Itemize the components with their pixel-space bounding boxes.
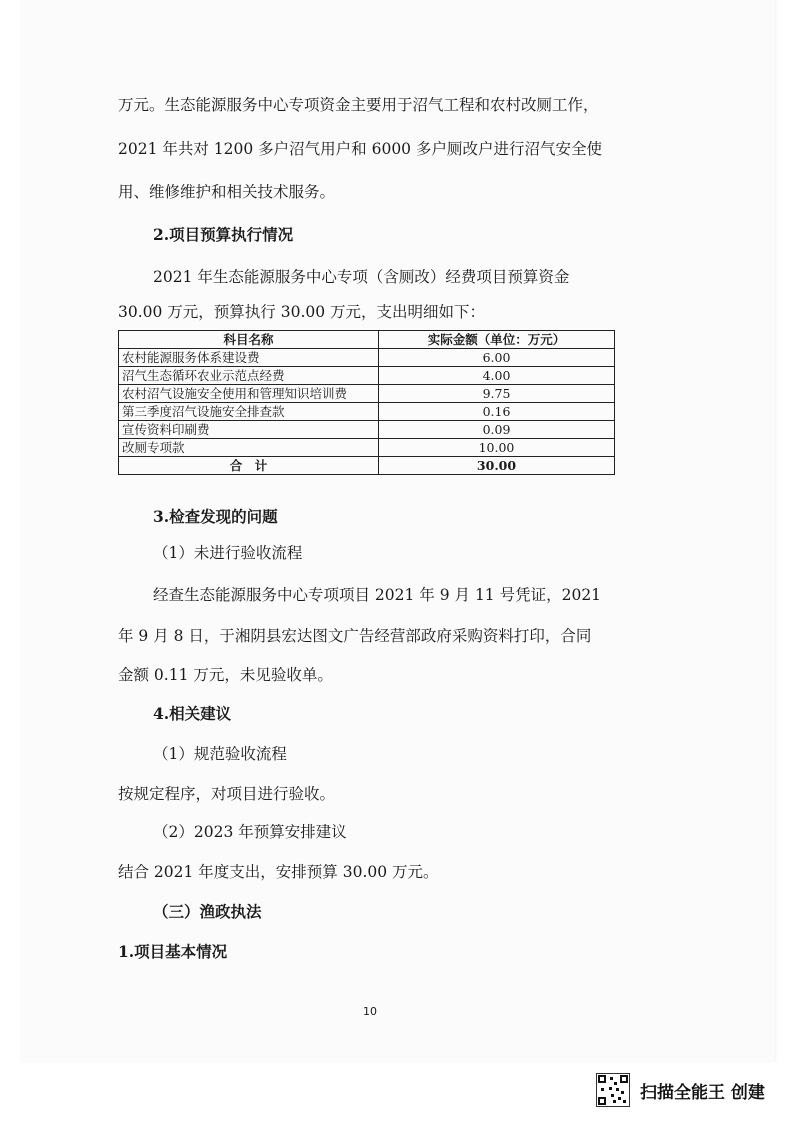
heading-suggestions: 4.相关建议 <box>153 704 232 723</box>
paragraph-line: 万元。生态能源服务中心专项资金主要用于沼气工程和农村改厕工作， <box>118 96 599 114</box>
page-number: 10 <box>363 1005 377 1018</box>
heading-project-basics: 1.项目基本情况 <box>118 942 228 961</box>
column-header: 科目名称 <box>119 331 379 349</box>
item-name: 沼气生态循环农业示范点经费 <box>119 367 379 385</box>
heading-budget-execution: 2.项目预算执行情况 <box>153 225 294 244</box>
total-label: 合 计 <box>119 457 379 475</box>
item-amount: 6.00 <box>379 349 615 367</box>
paragraph-line: 金额 0.11 万元，未见验收单。 <box>118 666 333 684</box>
item-name: 改厕专项款 <box>119 439 379 457</box>
watermark-text: 扫描全能王 创建 <box>640 1082 765 1103</box>
table-header-row <box>119 331 615 349</box>
table-row <box>119 421 615 439</box>
heading-problems-found: 3.检查发现的问题 <box>153 507 278 526</box>
item-amount: 0.16 <box>379 403 615 421</box>
paragraph-line: 2021 年共对 1200 多户沼气用户和 6000 多户厕改户进行沼气安全使 <box>118 140 602 158</box>
item-amount: 0.09 <box>379 421 615 439</box>
paragraph-line: 按规定程序，对项目进行验收。 <box>118 785 336 803</box>
table-row <box>119 349 615 367</box>
subheading-standardize-acceptance: （1）规范验收流程 <box>153 745 287 763</box>
paragraph-line: 用、维修维护和相关技术服务。 <box>118 183 336 201</box>
scanner-watermark <box>596 1073 765 1107</box>
table-total-row <box>119 457 615 475</box>
budget-table <box>118 330 615 475</box>
paragraph-line: 经查生态能源服务中心专项项目 2021 年 9 月 11 号凭证，2021 <box>153 586 602 604</box>
qr-code-icon <box>596 1073 630 1107</box>
paragraph-line: 2021 年生态能源服务中心专项（含厕改）经费项目预算资金 <box>153 268 570 286</box>
table-row <box>119 403 615 421</box>
item-amount: 4.00 <box>379 367 615 385</box>
item-amount: 9.75 <box>379 385 615 403</box>
item-name: 农村能源服务体系建设费 <box>119 349 379 367</box>
item-name: 农村沼气设施安全使用和管理知识培训费 <box>119 385 379 403</box>
heading-fishery-enforcement: （三）渔政执法 <box>153 902 262 921</box>
subheading-no-acceptance: （1）未进行验收流程 <box>153 544 303 562</box>
column-header: 实际金额（单位：万元） <box>379 331 615 349</box>
table-row <box>119 439 615 457</box>
paragraph-line: 结合 2021 年度支出，安排预算 30.00 万元。 <box>118 863 439 881</box>
table-row <box>119 367 615 385</box>
item-amount: 10.00 <box>379 439 615 457</box>
total-amount: 30.00 <box>379 457 615 475</box>
item-name: 第三季度沼气设施安全排查款 <box>119 403 379 421</box>
paragraph-line: 年 9 月 8 日，于湘阴县宏达图文广告经营部政府采购资料打印，合同 <box>118 627 592 645</box>
paragraph-line: 30.00 万元，预算执行 30.00 万元，支出明细如下： <box>118 303 486 321</box>
table-row <box>119 385 615 403</box>
item-name: 宣传资料印刷费 <box>119 421 379 439</box>
subheading-budget-2023: （2）2023 年预算安排建议 <box>153 823 347 841</box>
